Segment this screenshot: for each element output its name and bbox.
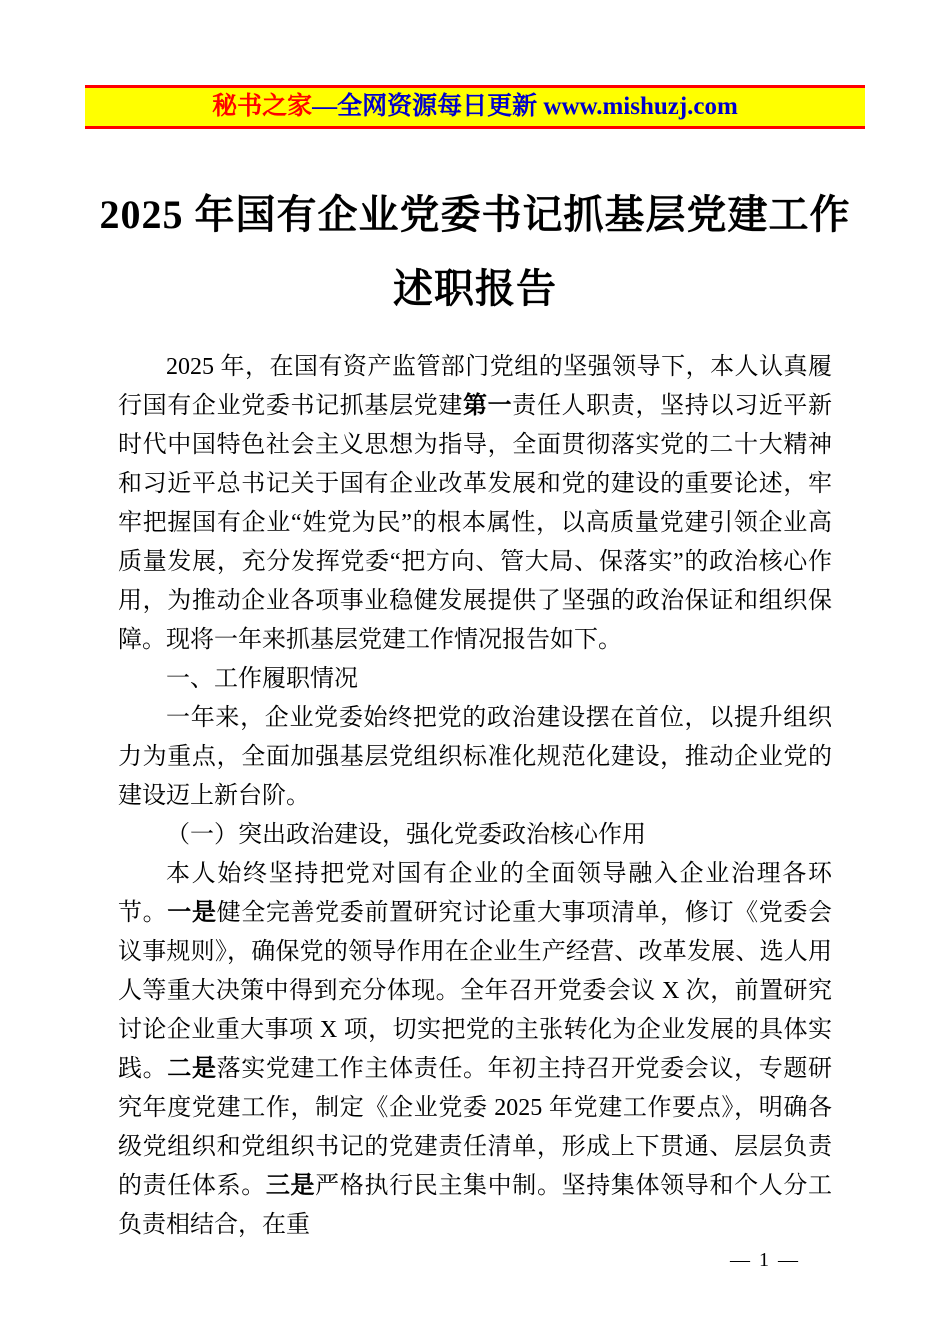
paragraph-run: 严格执行民主集中制。坚持集体领导和个人分工负责相结合，在重 <box>118 1173 833 1238</box>
site-name-text: 秘书之家 <box>212 93 313 120</box>
site-url-link[interactable]: www.mishuzj.com <box>543 93 738 120</box>
paragraph-run: 落实党建工作主体责任。年初主持召开党委会议，专题研究年度党建工作，制定《企业党委 2025 年党建工作要点》，明确各级党组织和党组织书记的党建责任清单，形成上下贯通、层层负责的责任体系。 <box>118 1056 833 1199</box>
body-paragraph <box>118 660 832 699</box>
paragraph-run-bold: 一是 <box>167 900 217 926</box>
site-banner <box>85 85 865 129</box>
body-paragraph <box>118 348 832 660</box>
paragraph-run-bold: 三是 <box>265 1173 316 1199</box>
document-title-line1: 2025 年国有企业党委书记抓基层党建工作 <box>99 192 851 237</box>
body-paragraph <box>118 699 832 816</box>
paragraph-run: 本人始终坚持把党对国有企业的全面领导融入企业治理各环节。 <box>118 861 832 926</box>
paragraph-run: 责任人职责，坚持以习近平新时代中国特色社会主义思想为指导，全面贯彻落实党的二十大精神和习近平总书记关于国有企业改革发展和党的建设的重要论述，牢牢把握国有企业“姓党为民”的根本属性，以高质量党建引领企业高质量发展，充分发挥党委“把方向、管大局、保落实”的政治核心作用，为推动企业各项事业稳健发展提供了坚强的政治保证和组织保障。现将一年来抓基层党建工作情况报告如下。 <box>118 393 833 653</box>
page-number: — 1 — <box>730 1249 800 1271</box>
document-title <box>80 178 870 326</box>
paragraph-run: 健全完善党委前置研究讨论重大事项清单，修订《党委会议事规则》，确保党的领导作用在企业生产经营、改革发展、选人用人等重大决策中得到充分体现。全年召开党委会议 X 次，前置研究讨论企业重大事项 X 项，切实把党的主张转化为企业发展的具体实践。 <box>118 900 833 1082</box>
site-tagline-text: —全网资源每日更新 <box>312 93 544 120</box>
paragraph-run-bold: 二是 <box>167 1056 217 1082</box>
paragraph-run-bold: 第一 <box>463 393 513 419</box>
paragraph-run: 2025 年，在国有资产监管部门党组的坚强领导下，本人认真履行国有企业党委书记抓基层党建 <box>118 354 832 419</box>
paragraph-run: （一）突出政治建设，强化党委政治核心作用 <box>166 822 646 848</box>
document-title-line2: 述职报告 <box>393 266 557 311</box>
body-paragraph <box>118 855 832 1245</box>
body-paragraph <box>118 816 832 855</box>
paragraph-run: 一年来，企业党委始终把党的政治建设摆在首位，以提升组织力为重点，全面加强基层党组织标准化规范化建设，推动企业党的建设迈上新台阶。 <box>118 705 832 809</box>
paragraph-run: 一、工作履职情况 <box>166 666 358 692</box>
document-body <box>118 348 832 1245</box>
